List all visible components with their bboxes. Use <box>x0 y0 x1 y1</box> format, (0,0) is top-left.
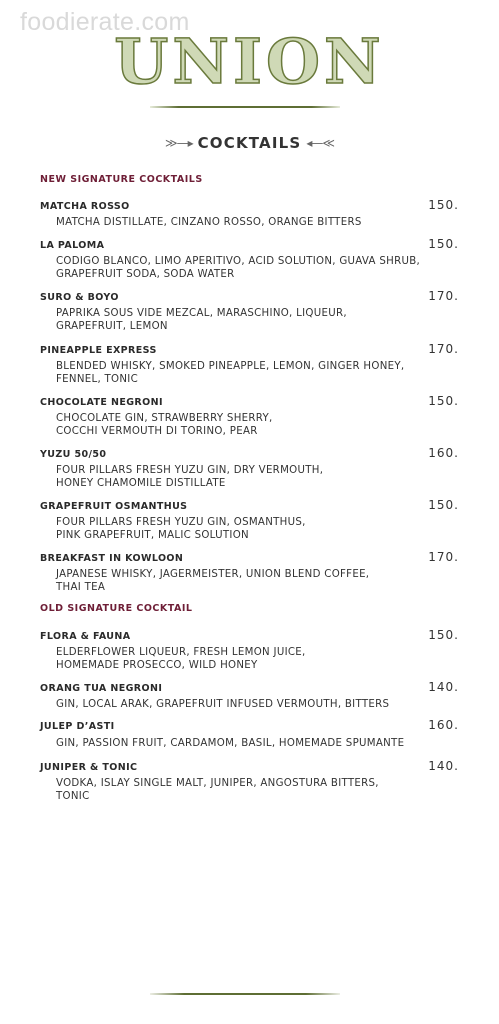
item-description: MATCHA DISTILLATE, CINZANO ROSSO, ORANGE BITTERS <box>56 217 362 228</box>
item-name: FLORA & FAUNA <box>40 631 131 642</box>
subsection-title-new: NEW SIGNATURE COCKTAILS <box>40 174 203 185</box>
item-price: 160. <box>428 718 459 732</box>
item-name: GRAPEFRUIT OSMANTHUS <box>40 501 188 512</box>
item-price: 160. <box>428 446 459 460</box>
item-name: PINEAPPLE EXPRESS <box>40 345 157 356</box>
item-description: FOUR PILLARS FRESH YUZU GIN, DRY VERMOUTH, HONEY CHAMOMILE DISTILLATE <box>56 465 324 489</box>
arrow-left-icon: ◂—≪ <box>306 136 334 150</box>
item-price: 150. <box>428 198 459 212</box>
item-description: BLENDED WHISKY, SMOKED PINEAPPLE, LEMON, GINGER HONEY, FENNEL, TONIC <box>56 361 405 385</box>
bottom-divider <box>150 993 340 995</box>
item-description: GIN, LOCAL ARAK, GRAPEFRUIT INFUSED VERMOUTH, BITTERS <box>56 699 390 710</box>
item-price: 170. <box>428 289 459 303</box>
item-name: MATCHA ROSSO <box>40 201 130 212</box>
item-name: SURO & BOYO <box>40 292 119 303</box>
item-name: BREAKFAST IN KOWLOON <box>40 553 184 564</box>
item-description: GIN, PASSION FRUIT, CARDAMOM, BASIL, HOMEMADE SPUMANTE <box>56 738 405 749</box>
item-description: JAPANESE WHISKY, JAGERMEISTER, UNION BLEND COFFEE, THAI TEA <box>56 569 370 593</box>
item-price: 140. <box>428 680 459 694</box>
item-price: 150. <box>428 498 459 512</box>
item-description: FOUR PILLARS FRESH YUZU GIN, OSMANTHUS, PINK GRAPEFRUIT, MALIC SOLUTION <box>56 517 306 541</box>
item-description: CHOCOLATE GIN, STRAWBERRY SHERRY, COCCHI VERMOUTH DI TORINO, PEAR <box>56 413 273 437</box>
union-logo: UNION <box>114 25 385 98</box>
watermark-text: foodierate.com <box>20 8 190 36</box>
item-name: YUZU 50/50 <box>40 449 107 460</box>
subsection-title-old: OLD SIGNATURE COCKTAIL <box>40 603 193 614</box>
item-price: 170. <box>428 550 459 564</box>
section-title: COCKTAILS <box>197 134 302 152</box>
item-description: CODIGO BLANCO, LIMO APERITIVO, ACID SOLUTION, GUAVA SHRUB, GRAPEFRUIT SODA, SODA WATER <box>56 256 421 280</box>
top-divider <box>150 106 340 108</box>
item-name: CHOCOLATE NEGRONI <box>40 397 163 408</box>
item-name: JUNIPER & TONIC <box>40 762 138 773</box>
arrow-right-icon: ≫—▸ <box>165 136 193 150</box>
item-price: 150. <box>428 237 459 251</box>
item-price: 170. <box>428 342 459 356</box>
item-description: PAPRIKA SOUS VIDE MEZCAL, MARASCHINO, LIQUEUR, GRAPEFRUIT, LEMON <box>56 308 347 332</box>
item-description: VODKA, ISLAY SINGLE MALT, JUNIPER, ANGOSTURA BITTERS, TONIC <box>56 778 379 802</box>
item-name: LA PALOMA <box>40 240 105 251</box>
item-price: 150. <box>428 394 459 408</box>
section-header <box>0 134 499 152</box>
item-price: 140. <box>428 759 459 773</box>
item-price: 150. <box>428 628 459 642</box>
item-name: ORANG TUA NEGRONI <box>40 683 163 694</box>
item-description: ELDERFLOWER LIQUEUR, FRESH LEMON JUICE, HOMEMADE PROSECCO, WILD HONEY <box>56 647 306 671</box>
item-name: JULEP D’ASTI <box>40 721 115 732</box>
